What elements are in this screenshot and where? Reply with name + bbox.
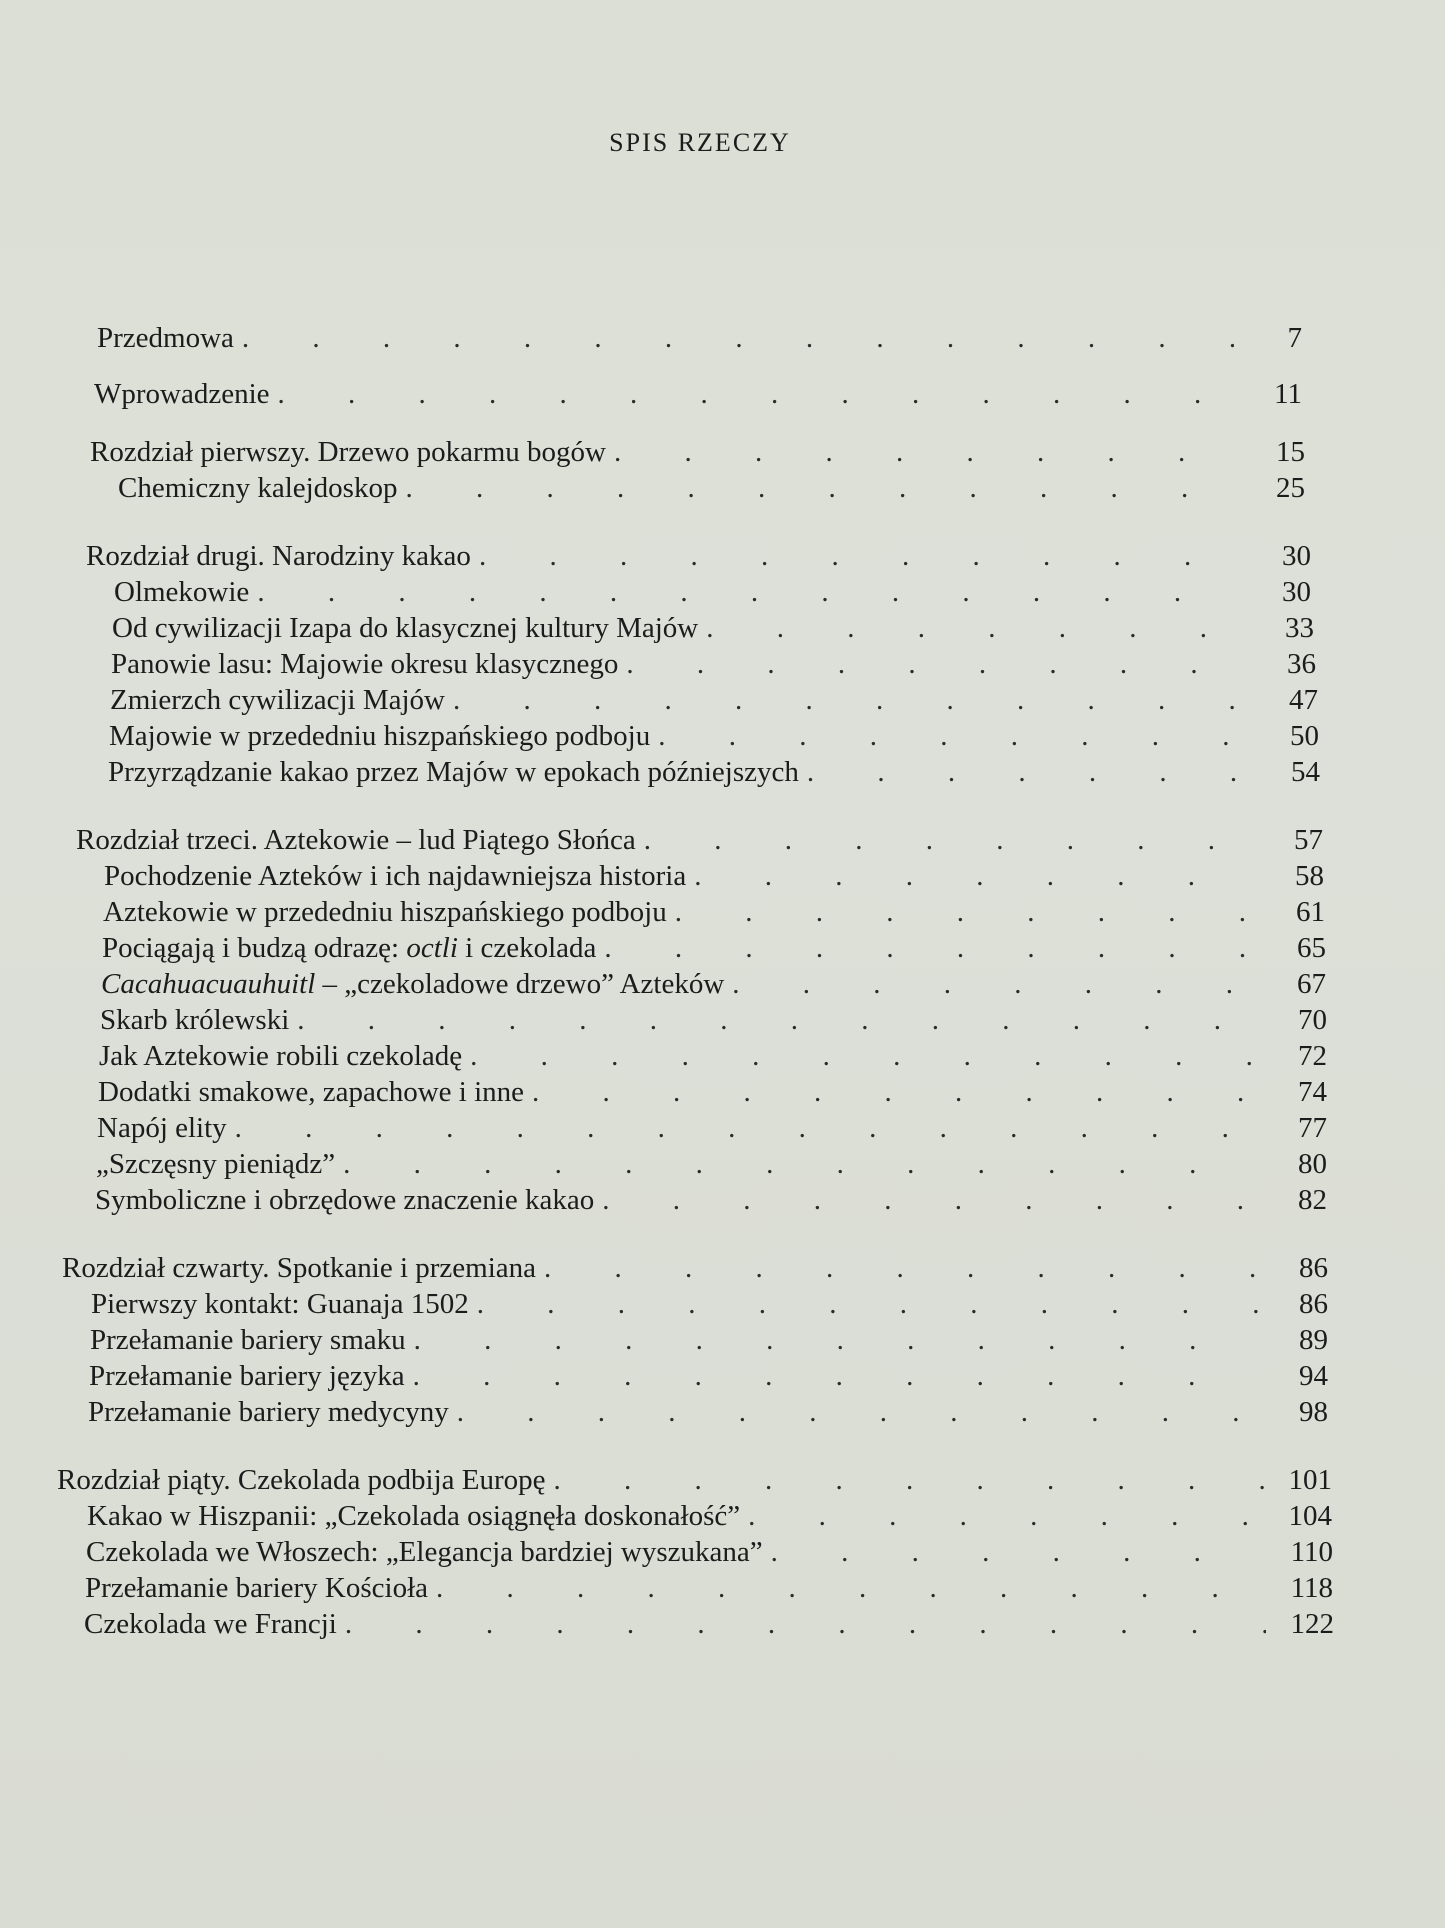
dot-leader	[235, 1110, 1259, 1146]
dot-leader	[242, 320, 1234, 356]
toc-entry-label: Rozdział pierwszy. Drzewo pokarmu bogów	[90, 436, 606, 468]
toc-entry	[114, 574, 1311, 610]
dot-leader	[706, 610, 1246, 646]
dot-leader	[414, 1322, 1260, 1358]
toc-entry-page: 77	[1298, 1112, 1327, 1144]
toc-entry-label: Chemiczny kalejdoskop	[118, 472, 398, 504]
dot-leader	[748, 1498, 1264, 1534]
toc-entry-page: 122	[1290, 1608, 1334, 1640]
toc-entry	[84, 1606, 1334, 1642]
dot-leader	[453, 682, 1250, 718]
toc-entry-page: 98	[1299, 1396, 1328, 1428]
toc-entry-label: Rozdział drugi. Narodziny kakao	[86, 540, 471, 572]
toc-entry-label: Przełamanie bariery Kościoła	[85, 1572, 429, 1604]
toc-entry-label: Dodatki smakowe, zapachowe i inne	[98, 1076, 524, 1108]
table-of-contents	[0, 320, 1445, 1676]
dot-leader	[602, 1182, 1259, 1218]
toc-entry	[87, 1498, 1332, 1534]
toc-entry-page: 86	[1299, 1252, 1328, 1284]
dot-leader	[343, 1146, 1259, 1182]
dot-leader	[694, 858, 1256, 894]
dot-leader	[771, 1534, 1265, 1570]
dot-leader	[732, 966, 1258, 1002]
toc-entry-label: Przełamanie bariery języka	[89, 1360, 405, 1392]
dot-leader	[413, 1358, 1260, 1394]
toc-section	[0, 1462, 1445, 1642]
toc-entry-page: 70	[1298, 1004, 1327, 1036]
dot-leader	[675, 894, 1257, 930]
toc-entry-label-part: i czekolada	[457, 932, 597, 964]
toc-entry	[118, 470, 1305, 506]
toc-entry	[103, 894, 1325, 930]
toc-entry-label: Majowie w przededniu hiszpańskiego podboju	[109, 720, 651, 752]
toc-entry-label: Zmierzch cywilizacji Majów	[110, 684, 445, 716]
dot-leader	[345, 1606, 1266, 1642]
toc-entry	[86, 538, 1311, 574]
toc-entry-page: 89	[1299, 1324, 1328, 1356]
toc-entry	[104, 858, 1324, 894]
toc-entry-label: Rozdział trzeci. Aztekowie – lud Piątego Słońca	[76, 824, 636, 856]
toc-entry-page: 30	[1282, 576, 1311, 608]
toc-entry-label: Czekolada we Włoszech: „Elegancja bardziej wyszukana”	[86, 1536, 763, 1568]
toc-section	[0, 538, 1445, 790]
toc-entry-label: Napój elity	[97, 1112, 227, 1144]
toc-entry-label: Przełamanie bariery medycyny	[88, 1396, 449, 1428]
toc-entry-label-part: Pociągają i budzą odrazę:	[102, 932, 407, 964]
toc-entry	[111, 646, 1316, 682]
dot-leader	[626, 646, 1248, 682]
dot-leader	[604, 930, 1258, 966]
toc-entry	[99, 1038, 1327, 1074]
toc-entry-page: 110	[1290, 1536, 1333, 1568]
toc-entry	[108, 754, 1320, 790]
dot-leader	[257, 574, 1243, 610]
toc-entry	[89, 1358, 1328, 1394]
dot-leader	[477, 1286, 1260, 1322]
toc-entry-label: Wprowadzenie	[94, 378, 270, 410]
toc-entry	[90, 1322, 1328, 1358]
toc-entry	[94, 376, 1302, 412]
toc-entry-label-italic: Cacahuacuauhuitl	[101, 968, 316, 1000]
toc-entry	[98, 1074, 1327, 1110]
toc-entry-label: Rozdział czwarty. Spotkanie i przemiana	[62, 1252, 537, 1284]
dot-leader	[479, 538, 1243, 574]
dot-leader	[614, 434, 1237, 470]
toc-entry	[101, 966, 1326, 1002]
dot-leader	[644, 822, 1255, 858]
toc-entry-label: Symboliczne i obrzędowe znaczenie kakao	[95, 1184, 595, 1216]
toc-entry-label-part: – „czekoladowe drzewo” Azteków	[315, 968, 725, 1000]
toc-entry-page: 47	[1289, 684, 1318, 716]
toc-entry-page: 82	[1298, 1184, 1327, 1216]
toc-entry	[96, 1146, 1327, 1182]
toc-entry	[76, 822, 1323, 858]
toc-entry	[85, 1570, 1333, 1606]
toc-section	[0, 320, 1445, 356]
toc-entry-page: 57	[1294, 824, 1323, 856]
toc-entry-page: 80	[1298, 1148, 1327, 1180]
page-title: SPIS RZECZY	[609, 128, 791, 157]
toc-entry-label: Przedmowa	[97, 322, 234, 354]
toc-entry-page: 101	[1288, 1464, 1332, 1496]
dot-leader	[807, 754, 1252, 790]
toc-section	[0, 376, 1445, 412]
toc-section	[0, 434, 1445, 506]
toc-entry-label: Olmekowie	[114, 576, 250, 608]
toc-entry-page: 50	[1290, 720, 1319, 752]
toc-entry-label-italic: octli	[406, 932, 458, 964]
toc-entry	[95, 1182, 1327, 1218]
toc-entry-label	[102, 930, 596, 966]
toc-entry	[57, 1462, 1332, 1498]
toc-entry-page: 72	[1298, 1040, 1327, 1072]
toc-entry-label: Rozdział piąty. Czekolada podbija Europę	[57, 1464, 546, 1496]
toc-entry-label: Panowie lasu: Majowie okresu klasycznego	[111, 648, 619, 680]
dot-leader	[658, 718, 1251, 754]
toc-entry-page: 30	[1282, 540, 1311, 572]
toc-entry	[100, 1002, 1327, 1038]
toc-entry-label	[101, 966, 724, 1002]
toc-entry-page: 67	[1297, 968, 1326, 1000]
toc-entry	[86, 1534, 1333, 1570]
toc-entry-page: 11	[1274, 378, 1302, 410]
toc-entry-label: Przełamanie bariery smaku	[90, 1324, 406, 1356]
toc-entry-page: 104	[1288, 1500, 1332, 1532]
toc-entry	[88, 1394, 1328, 1430]
toc-entry-label: Aztekowie w przededniu hiszpańskiego podboju	[103, 896, 667, 928]
toc-entry	[90, 434, 1305, 470]
toc-entry	[97, 1110, 1327, 1146]
toc-entry-page: 7	[1287, 322, 1302, 354]
toc-entry-page: 86	[1299, 1288, 1328, 1320]
toc-entry-page: 118	[1290, 1572, 1333, 1604]
toc-entry-label: Przyrządzanie kakao przez Majów w epokach późniejszych	[108, 756, 799, 788]
toc-entry-label: Od cywilizacji Izapa do klasycznej kultury Majów	[112, 612, 699, 644]
toc-entry	[97, 320, 1302, 356]
toc-entry-page: 74	[1298, 1076, 1327, 1108]
toc-entry-label: „Szczęsny pieniądz”	[96, 1148, 336, 1180]
toc-entry-label: Czekolada we Francji	[84, 1608, 337, 1640]
toc-entry-page: 54	[1291, 756, 1320, 788]
toc-entry-label: Kakao w Hiszpanii: „Czekolada osiągnęła doskonałość”	[87, 1500, 741, 1532]
toc-section	[0, 822, 1445, 1218]
toc-entry-page: 36	[1287, 648, 1316, 680]
toc-entry-label: Pochodzenie Azteków i ich najdawniejsza historia	[104, 860, 687, 892]
toc-entry	[62, 1250, 1328, 1286]
dot-leader	[297, 1002, 1259, 1038]
toc-entry	[112, 610, 1314, 646]
toc-section	[0, 1250, 1445, 1430]
toc-entry-page: 61	[1296, 896, 1325, 928]
toc-entry-page: 15	[1276, 436, 1305, 468]
toc-entry	[109, 718, 1319, 754]
dot-leader	[405, 470, 1237, 506]
dot-leader	[457, 1394, 1260, 1430]
toc-entry-page: 65	[1297, 932, 1326, 964]
toc-entry-page: 94	[1299, 1360, 1328, 1392]
toc-entry	[110, 682, 1318, 718]
toc-entry-page: 25	[1276, 472, 1305, 504]
dot-leader	[436, 1570, 1265, 1606]
toc-entry-page: 33	[1285, 612, 1314, 644]
dot-leader	[532, 1074, 1259, 1110]
toc-entry	[91, 1286, 1328, 1322]
toc-entry-label: Skarb królewski	[100, 1004, 290, 1036]
dot-leader	[554, 1462, 1264, 1498]
dot-leader	[278, 376, 1234, 412]
toc-entry-label: Jak Aztekowie robili czekoladę	[99, 1040, 463, 1072]
toc-entry	[102, 930, 1326, 966]
toc-entry-page: 58	[1295, 860, 1324, 892]
dot-leader	[544, 1250, 1260, 1286]
dot-leader	[470, 1038, 1259, 1074]
toc-entry-label: Pierwszy kontakt: Guanaja 1502	[91, 1288, 469, 1320]
